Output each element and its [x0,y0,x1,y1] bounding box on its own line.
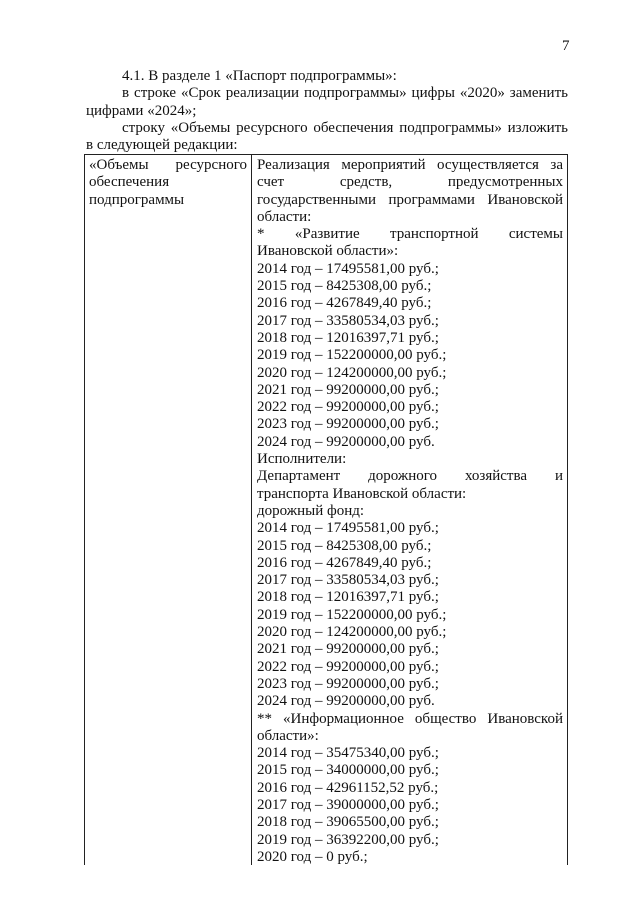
resources-table [84,154,568,865]
funding-year-line: 2020 год – 0 руб.; [257,848,368,865]
funding-year-line: 2015 год – 8425308,00 руб.; [257,278,432,295]
funding-year-line: 2015 год – 34000000,00 руб.; [257,762,439,779]
program-title-line: ** «Информационное общество Ивановской [257,710,563,727]
funding-year-line: 2019 год – 152200000,00 руб.; [257,606,447,623]
funding-year-line: 2019 год – 152200000,00 руб.; [257,347,447,364]
funding-year-line: 2024 год – 99200000,00 руб. [257,433,435,450]
label-line-2: обеспечения [89,174,170,191]
intro-line-term-a: в строке «Срок реализации подпрограммы» цифры «2020» заменить [122,85,568,102]
funding-year-line: 2018 год – 12016397,71 руб.; [257,589,439,606]
funding-text-line: области: [257,208,312,225]
funding-year-line: 2022 год – 99200000,00 руб.; [257,658,439,675]
funding-year-line: 2017 год – 33580534,03 руб.; [257,572,439,589]
funding-year-line: 2023 год – 99200000,00 руб.; [257,416,439,433]
road-fund-heading: дорожный фонд: [257,502,365,519]
program-title-line: области»: [257,727,319,744]
funding-year-line: 2024 год – 99200000,00 руб. [257,693,435,710]
funding-year-line: 2022 год – 99200000,00 руб.; [257,399,439,416]
page-number: 7 [562,38,570,54]
table-label-cell [85,155,252,865]
funding-year-line: 2014 год – 17495581,00 руб.; [257,260,439,277]
funding-year-line: 2016 год – 4267849,40 руб.; [257,554,432,571]
funding-year-line: 2017 год – 39000000,00 руб.; [257,796,439,813]
program-title-line: Ивановской области»: [257,243,399,260]
funding-year-line: 2017 год – 33580534,03 руб.; [257,312,439,329]
table-value-cell [252,155,567,865]
funding-year-line: 2023 год – 99200000,00 руб.; [257,675,439,692]
intro-line-resources-a: строку «Объемы ресурсного обеспечения подпрограммы» изложить [122,119,568,136]
funding-year-line: 2021 год – 99200000,00 руб.; [257,641,439,658]
executors-heading: Исполнители: [257,451,347,468]
funding-year-line: 2018 год – 12016397,71 руб.; [257,329,439,346]
department-line: Департамент дорожного хозяйства и [257,468,563,485]
amendment-intro [86,68,568,154]
funding-year-line: 2021 год – 99200000,00 руб.; [257,381,439,398]
funding-year-line: 2020 год – 124200000,00 руб.; [257,624,447,641]
intro-line-resources-b: в следующей редакции: [86,137,238,154]
department-line: транспорта Ивановской области: [257,485,467,502]
funding-year-line: 2014 год – 35475340,00 руб.; [257,745,439,762]
funding-year-line: 2018 год – 39065500,00 руб.; [257,814,439,831]
funding-year-line: 2015 год – 8425308,00 руб.; [257,537,432,554]
label-line-1: «Объемы ресурсного [89,157,247,173]
funding-year-line: 2019 год – 36392200,00 руб.; [257,831,439,848]
funding-text-line: государственными программами Ивановской [257,191,563,208]
funding-year-line: 2014 год – 17495581,00 руб.; [257,520,439,537]
label-line-3: подпрограммы [89,191,185,208]
funding-text-line: счет средств, предусмотренных [257,174,563,191]
intro-line-section: 4.1. В разделе 1 «Паспорт подпрограммы»: [122,68,397,84]
funding-year-line: 2016 год – 42961152,52 руб.; [257,779,439,796]
funding-year-line: 2016 год – 4267849,40 руб.; [257,295,432,312]
program-title-line: * «Развитие транспортной системы [257,226,563,243]
funding-text-line: Реализация мероприятий осуществляется за [257,157,563,173]
funding-year-line: 2020 год – 124200000,00 руб.; [257,364,447,381]
intro-line-term-b: цифрами «2024»; [86,102,197,119]
